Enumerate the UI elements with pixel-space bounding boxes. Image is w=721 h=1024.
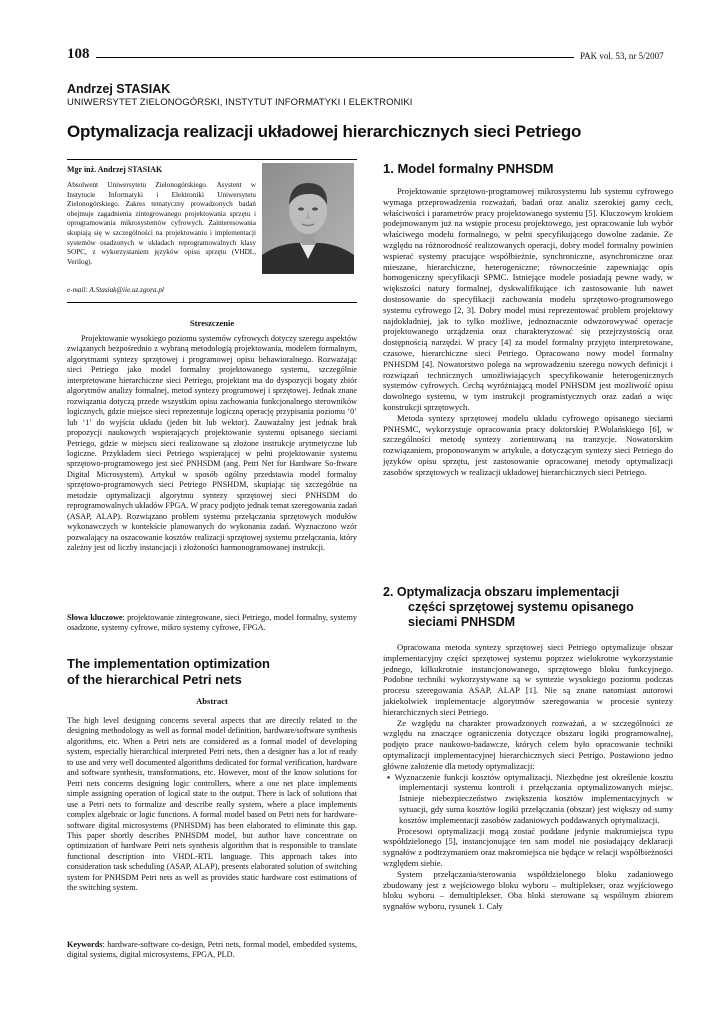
profile-name: Mgr inż. Andrzej STASIAK <box>67 165 163 174</box>
keywords-pl-label: Słowa kluczowe <box>67 613 123 622</box>
profile-bio: Absolwent Uniwersytetu Zielonogórskiego. Asystent w Instytucie Informatyki i Elektroniki Uniwersytetu Zielonogórskiego. Zakres tematyczny prowadzonych badań obejmuje zagadnienia zintegrowanego projektowania sprzętu i oprogramowania mikrosystemów cyfrowych. Zainteresowania skupiają się w szczególności na projektowaniu i implementacji systemów osadzonych w układach reprogramowalnych klasy SOPC, z wykorzystaniem języków opisu sprzętu (VHDL, Verilog). <box>67 181 256 266</box>
section2-body <box>383 642 673 912</box>
keywords-en <box>67 940 357 961</box>
abstract-body <box>67 716 357 894</box>
section2-paragraph: Procesowi optymalizacji mogą zostać poddane jedynie makromiejsca typu współdzielonego [5], instancjonujące ten sam model nie posiadający deklaracji sygnałów z podtrzymaniem oraz makromiejsca nie będące w relacji współbieżności względem siebie. <box>383 825 673 868</box>
section1-heading: 1. Model formalny PNHSDM <box>383 161 554 176</box>
section2-bullet: ▪ Wyznaczenie funkcji kosztów optymalizacji. Niezbędne jest określenie kosztu implementacji systemu kontroli i przełączania optymalizowanych miejsc. Istnieje niebezpieczeństwo zwiększenia kosztów implementacyjnych w sytuacji, gdy suma kosztów logiki przełączania (obszar) jest większy od sumy kosztów implementacji zasobów zadaniowych poddawanych optymalizacji. <box>387 771 673 825</box>
abstract-paragraph: The high level designing concerns several aspects that are directly related to the designing methodology as well as formal model definition, hardware/software synthesis algorithms, etc. When a Petri nets are considered as a formal model of developing system, especially hierarchical interpreted Petri nets, then a designer has a lot of ready to use and very well documented algorithms dedicated for formal verification, hardware and software synthesis, transformations, etc. However, most of the know solutions for Petri nets concerns designing logic controllers, where a one net place implements simple assigning operation of logical state to the output. There is lack of solutions that use a Petri nets to formalize and describe really system, where a place implements complex algebraic or logic functions. A formal model based on Petri nets for hardware-software digital microsystems (PNHSDM) has been elaborated to eliminate this gap. This paper shortly describes PNHSDM model, but author have concentrate on optimization of hardware Petri nets synthesis algorithm that is responsible to translate functional description into VHDL-RTL language. This approach takes into consideration task scheduling (ASAP, ALAP), presents elaborated solution of switching system for PNHSDM Petri nets as well as provides static hardware cost estimations of the switching system. <box>67 716 357 893</box>
profile-email: e-mail: A.Stasiak@iie.uz.zgora.pl <box>67 286 164 294</box>
author-photo <box>262 163 354 274</box>
abstract-heading: Abstract <box>196 696 228 706</box>
section2-paragraph: Opracowana metoda syntezy sprzętowej sieci Petriego optymalizuje obszar implementacyjny części sprzętowej systemu poprzez wielokrotne wykorzystanie jednego, kilkukrotnie instancjonowanego, sprzętowego bloku funkcyjnego. Podobne techniki wykorzystywane są w syntezie wysokiego poziomu podczas procesu szeregowania ASAP, ALAP [1]. Nie są znane natomiast autorowi jakiekolwiek implementacje algorytmów szeregowania w procesie syntezy hierarchicznych sieci Petriego. <box>383 642 673 717</box>
streszczenie-body <box>67 334 357 554</box>
journal-reference: PAK vol. 53, nr 5/2007 <box>580 51 664 61</box>
paper-title: Optymalizacja realizacji układowej hierarchicznych sieci Petriego <box>67 122 582 141</box>
keywords-en-label: Keywords <box>67 940 103 949</box>
english-title <box>67 656 270 687</box>
section2-paragraph: System przełączania/sterowania współdzielonego bloku zadaniowego zbudowany jest z wejściowego bloku wyboru – multiplekser, oraz wyjściowego bloku wyboru – demultiplekser. Oba bloki sterowane są wspólnym zbiorem sygnałów wyboru, rysunek 1. Cały <box>383 868 673 912</box>
keywords-en-text: : hardware-software co-design, Petri nets, formal model, embedded systems, digital systems, digital microsystems, FPGA, PLD. <box>67 940 357 960</box>
author-affiliation: UNIWERSYTET ZIELONOGÓRSKI, INSTYTUT INFORMATYKI I ELEKTRONIKI <box>67 97 413 108</box>
keywords-pl-text: : projektowanie zintegrowane, sieci Petriego, model formalny, systemy osadzone, systemy cyfrowe, mikro systemy cyfrowe, FPGA. <box>67 613 357 633</box>
author-name: Andrzej STASIAK <box>67 82 171 96</box>
page-number: 108 <box>67 46 90 62</box>
english-title-line1: The implementation optimization <box>67 656 270 671</box>
section2-heading-line3: sieciami PNHSDM <box>408 615 515 629</box>
section1-paragraph: Projektowanie sprzętowo-programowej mikrosystemu lub systemu cyfrowego wymaga przeprowadzenia rozważań, badań oraz analiz szerokiej gamy cech, właściwości i parametrów pracy projektowanego systemu [5]. Kluczowym krokiem podejmowanym już na wstępie procesu projektowego, jest opracowanie lub wybór właściwego modelu formalnego, w pełni specyfikującego dowolne zadanie. Ze względu na różnorodność realizowanych operacji, dobry model formalny powinien wspierać systemy pracujące współbieżnie, synchroniczne, asynchroniczne oraz mieszane, hierarchiczne, heterogeniczne; równocześnie zapewniając opis homogeniczny specyfikacji SPMC. Istniejące modele posiadają pewne wady, w większości natury formalnej, dyskwalifikujące ich zastosowanie lub nawet dostosowanie do specyfikacji zachowania modelu sprzętowo-programowego systemu cyfrowego [2, 3]. Dobry model musi reprezentować problem projektowy najdokładniej, jak to tylko możliwe, jednoznacznie odwzorowywać operacje projektowanego urządzenia oraz charakteryzować się przejrzystością oraz dostępnością narzędzi. W pracy [4] za model formalny przyjęto interpretowane, czasowe, hierarchiczne sieci Petriego. Opracowano nowy model formalny PNHSDM [4]. Nowatorstwo polega na wprowadzeniu szeregu nowych definicji i rozwiązań technicznych umożliwiających specyfikowanie heterogenicznych systemów cyfrowych. Cechą wyróżniającą model PNHSDM jest możliwość opisu dowolnego systemu, w tym instrukcji programistycznych oraz zadań a więc konstrukcji sprzętowych. <box>383 186 673 412</box>
section2-heading-line2: części sprzętowej systemu opisanego <box>408 600 634 614</box>
streszczenie-paragraph: Projektowanie wysokiego poziomu systemów cyfrowych dotyczy szeregu aspektów związanych bezpośrednio z wybraną metodologią projektowania, modelem formalnym, algorytmami syntezy sprzętowej i programowej opisu behawioralnego. Rozważając sieci Petriego jako model formalny projektowanego systemu, szczególnie interpretowane hierarchiczne sieci Petriego, projektant ma do dyspozycji bogaty zbiór algorytmów analizy formalnej, metod syntezy programowej i sprzętowej. Jednak znane rozwiązania dotyczą przede wszystkim opisu zachowania funkcjonalnego sterowników logicznych, gdzie miejsce sieci reprezentuje logiczną operację przypisania poziomu ‘0’ lub ‘1’ do wyjścia układu (jeden bit lub wektor). Zauważalny jest jednak brak propozycji naukowych wspierających projektowanie systemu opisanego sieciami Petriego, gdzie w miejscu sieci realizowane są złożone instrukcje arytmetyczne lub logiczne. Przykładem sieci Petriego wspierającej w pełni projektowanie systemu sprzętowo-programowego jest sieć PNHSDM (ang. Petri Net for Hardware So-ftware Digital Microsystem). Artykuł w sposób ogólny przedstawia model formalny sprzętowo-programowych sieci Petriego PNSHDM, skupiając się szczególnie na metodzie optymalizacji algorytmu syntezy sprzętowej sieci PNHSDM do reprogramowalnych układów FPGA. W pracy podjęto jednak temat szeregowania zadań (ASAP, ALAP). Rozwiązano problem systemu przełączania sprzętowych modułów wykonawczych w kontekście planowanych do wykonania zadań. Wyznaczono wzór pozwalający na oszacowanie kosztów realizacji sprzętowej systemu przełączania, który zależny jest od liczby instancjacji i złożoności harmonogramowanej instrukcji. <box>67 334 357 553</box>
streszczenie-heading: Streszczenie <box>189 318 235 328</box>
section1-body <box>383 186 673 478</box>
section2-heading-line1: 2. Optymalizacja obszaru implementacji <box>383 585 620 599</box>
keywords-pl <box>67 613 357 634</box>
author-portrait-image <box>262 163 354 274</box>
english-title-line2: of the hierarchical Petri nets <box>67 671 242 687</box>
section2-paragraph: Ze względu na charakter prowadzonych rozważań, a w szczególności ze względu na znaczące ograniczenia dotyczące obszaru logiki programowalnej, podjęto prace naukowo-badawcze, których celem było opracowanie techniki optymalizacji implementacyjnej hierarchicznych sieci Petrigo. Postawiono jedno główne założenie dla metody optymalizacji: <box>383 717 673 771</box>
section2-heading <box>383 585 673 630</box>
section1-paragraph: Metoda syntezy sprzętowej modelu układu cyfrowego opisanego sieciami PNHSMC, wykorzystuje opracowania pracy doktorskiej P.Wolańskiego [6], w szczególności metodę syntezy zorientowaną na tranzycje. Nowatorskim rozwiązaniem, proponowanym w artykule, a dotyczącym syntezy sieci Petriego do języków opisu sprzętu, jest zastosowanie opracowanej metody optymalizacji zasobów sprzętowych w realizacji układowej hierarchicznych sieci Petriego. <box>383 412 673 477</box>
header-rule <box>96 57 574 58</box>
